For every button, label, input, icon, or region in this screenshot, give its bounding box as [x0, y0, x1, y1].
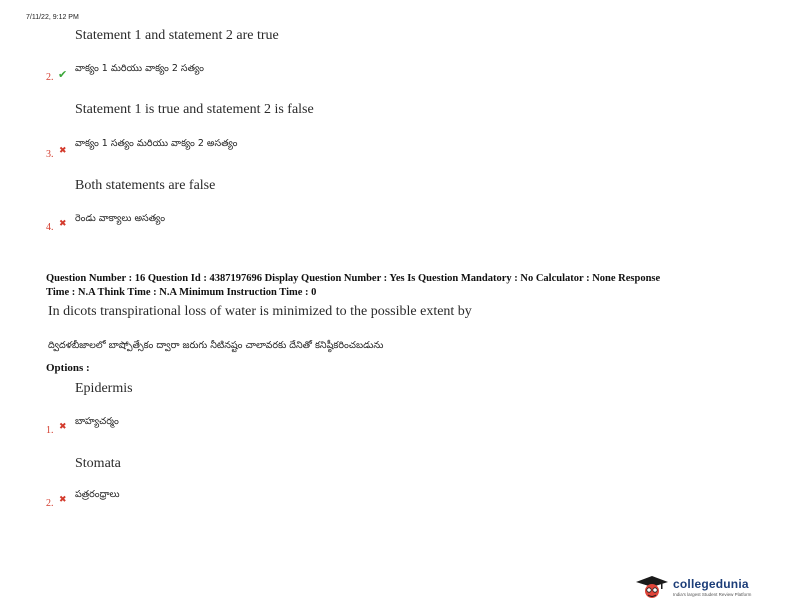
cross-icon: ✖ — [59, 422, 67, 432]
logo-tagline: India's largest Student Review Platform — [673, 592, 752, 597]
cross-icon: ✖ — [59, 146, 67, 156]
q16-option-2-telugu: పత్రరంధ్రాలు — [75, 489, 120, 500]
question-meta-line-1: Question Number : 16 Question Id : 4387197696 Display Question Number : Yes Is Question Mandatory : No Calculator : None Response — [46, 273, 661, 284]
option-4-number: 4. — [46, 222, 54, 233]
option-4-telugu: రెండు వాక్యాలు అసత్యం — [75, 213, 166, 224]
question-meta-line-2: Time : N.A Think Time : N.A Minimum Instruction Time : 0 — [46, 287, 317, 298]
check-icon: ✔ — [58, 68, 68, 81]
option-3-number: 3. — [46, 149, 54, 160]
cross-icon: ✖ — [59, 495, 67, 505]
collegedunia-logo — [634, 574, 751, 600]
option-4-english: Both statements are false — [75, 178, 216, 193]
q16-option-2-english: Stomata — [75, 456, 121, 471]
options-label: Options : — [46, 362, 90, 374]
question-text-telugu: ద్విదళబీజాలలో బాష్పోత్సేకం ద్వారా జరుగు నీటినష్టం చాలావరకు దేనితో కనిష్ఠీకరించబడును — [48, 340, 384, 351]
question-text-english: In dicots transpirational loss of water is minimized to the possible extent by — [48, 304, 472, 319]
option-2-telugu: వాక్యం 1 మరియు వాక్యం 2 సత్యం — [75, 63, 204, 74]
option-2-number: 2. — [46, 72, 54, 83]
logo-name: collegedunia — [673, 577, 749, 591]
q16-option-2-number: 2. — [46, 498, 54, 509]
option-3-telugu: వాక్యం 1 సత్యం మరియు వాక్యం 2 అసత్యం — [75, 138, 238, 149]
print-timestamp: 7/11/22, 9:12 PM — [26, 14, 79, 21]
cross-icon: ✖ — [59, 219, 67, 229]
option-3-english: Statement 1 is true and statement 2 is false — [75, 102, 314, 117]
q16-option-1-number: 1. — [46, 425, 54, 436]
graduate-mascot-icon — [634, 574, 670, 600]
q16-option-1-telugu: బాహ్యచర్మం — [75, 416, 119, 427]
q16-option-1-english: Epidermis — [75, 381, 133, 396]
option-1-english: Statement 1 and statement 2 are true — [75, 28, 279, 43]
